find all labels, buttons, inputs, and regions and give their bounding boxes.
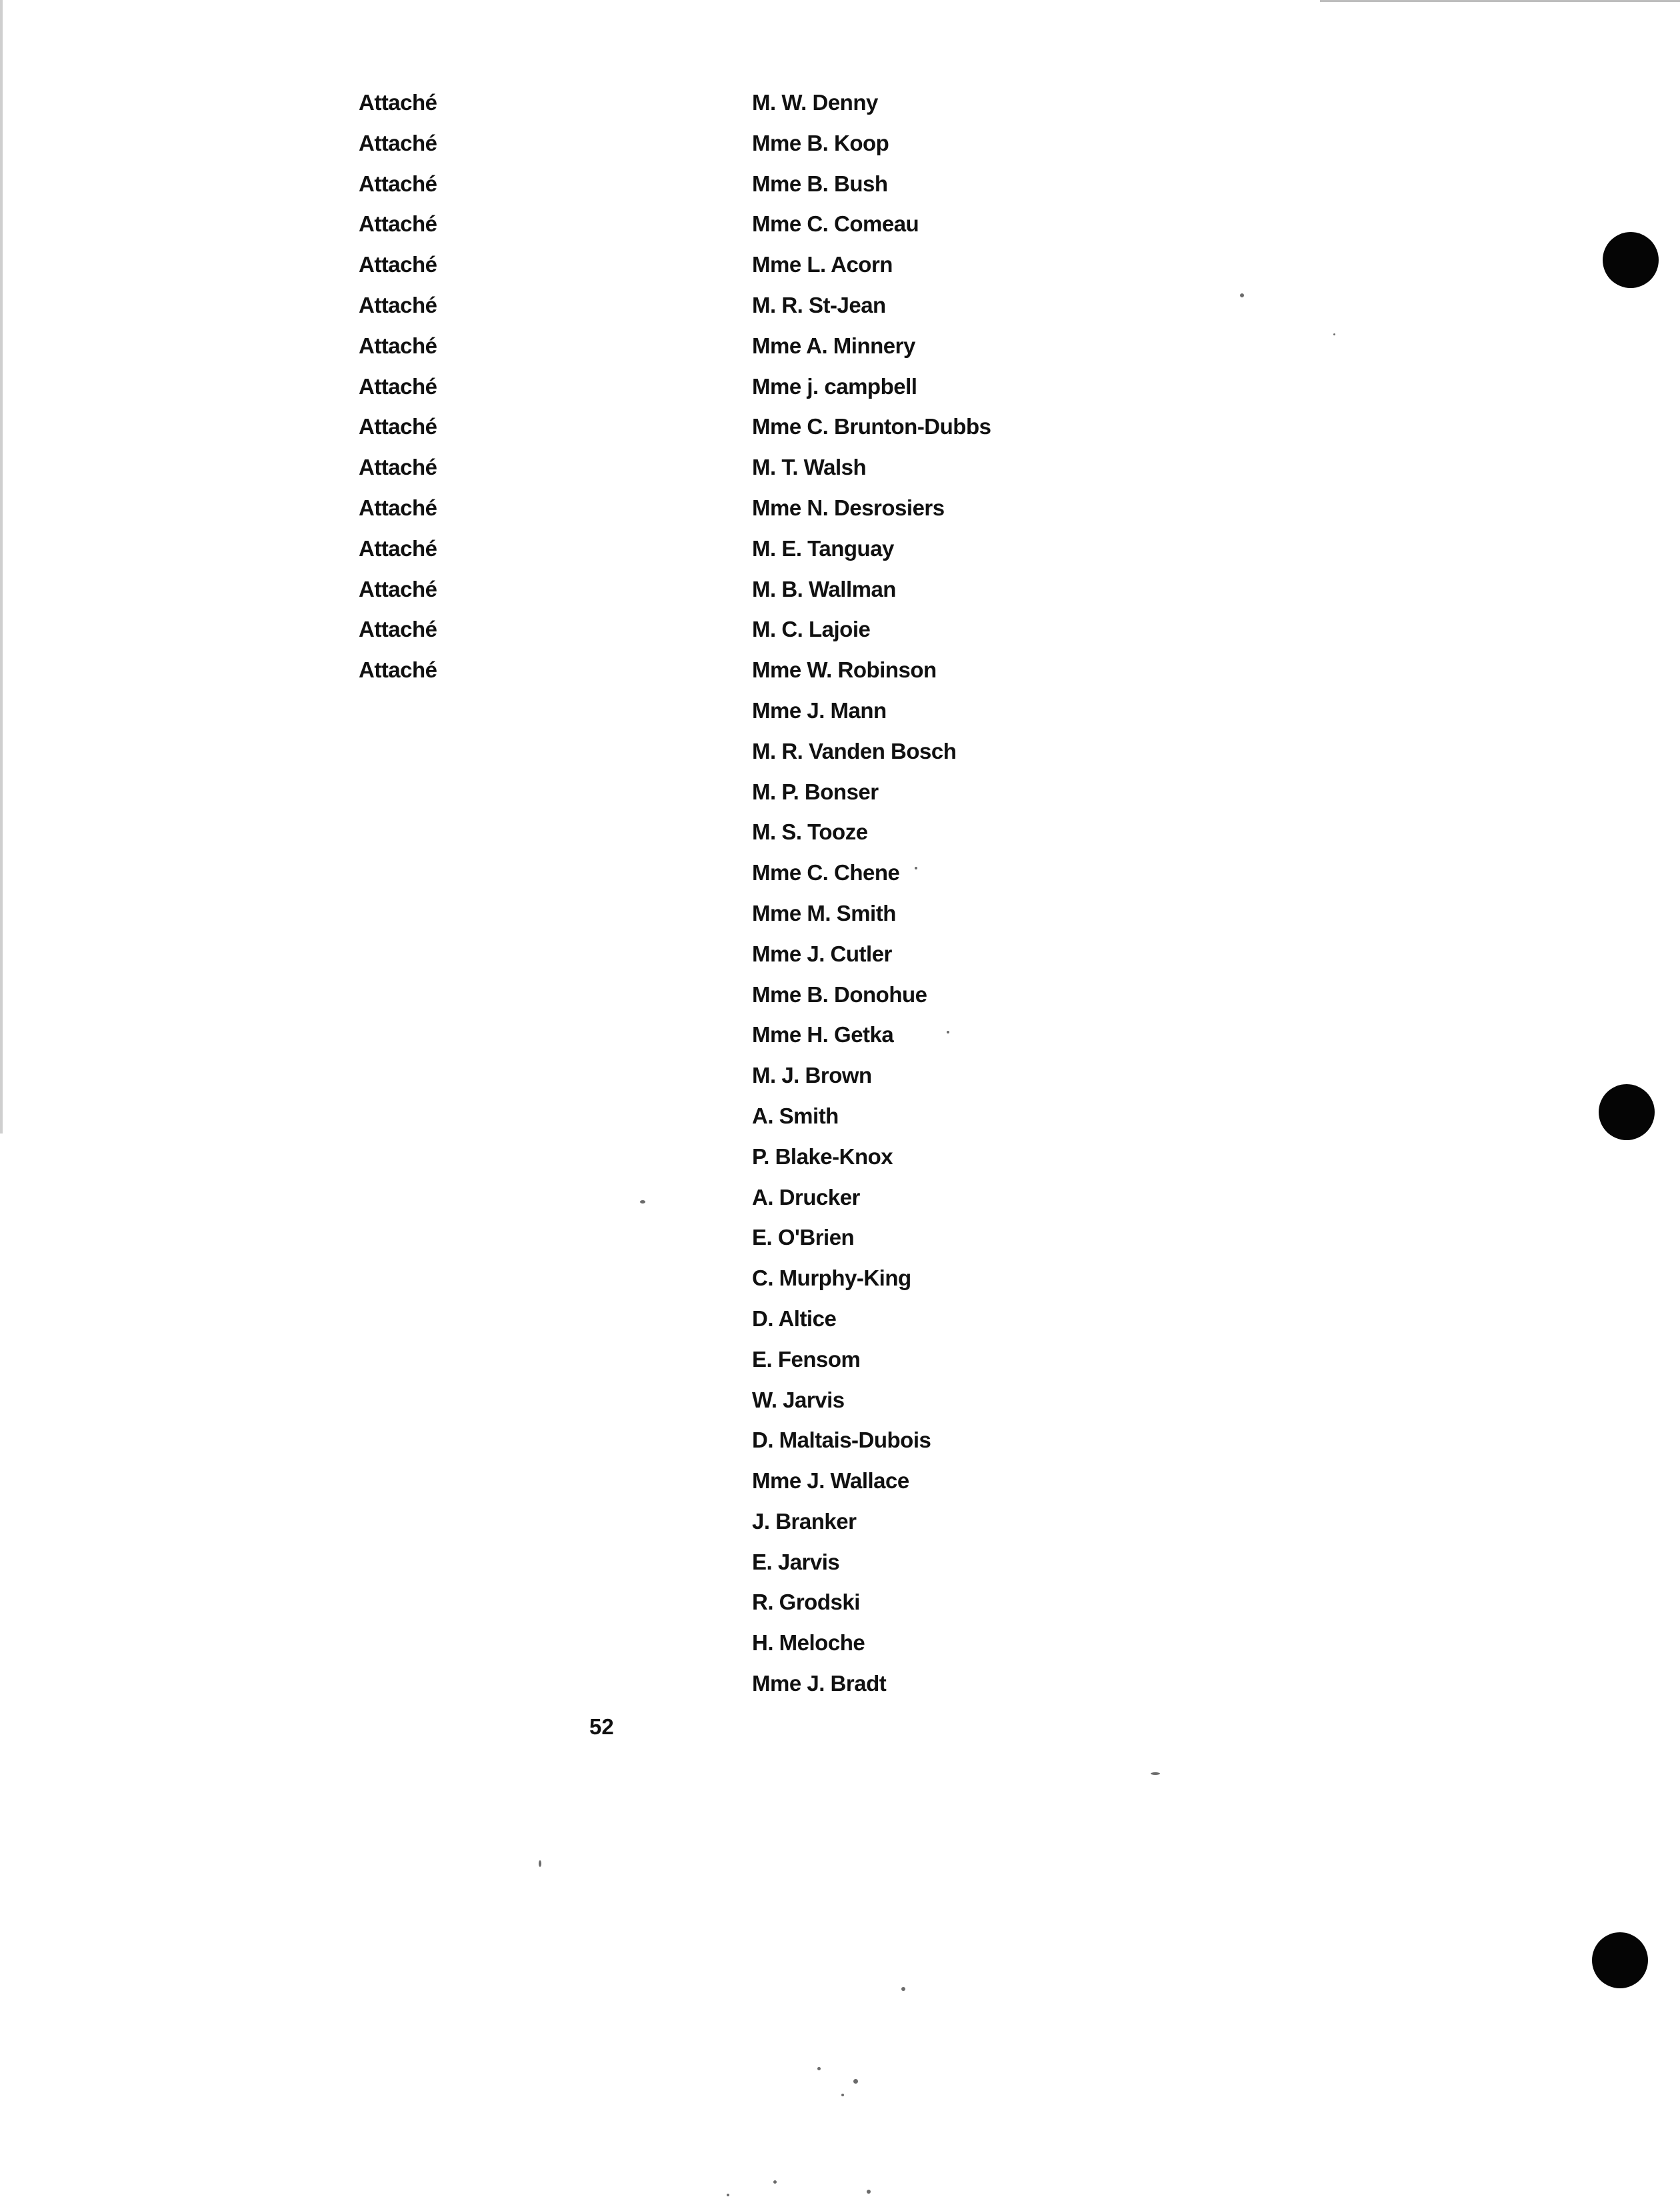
name-entry: Mme C. Comeau <box>752 211 919 237</box>
name-entry: Mme B. Donohue <box>752 981 927 1007</box>
scan-speckle <box>1333 333 1335 335</box>
name-entry: Mme J. Mann <box>752 697 887 723</box>
name-entry: Mme B. Koop <box>752 130 889 155</box>
name-entry: M. T. Walsh <box>752 455 867 480</box>
name-entry: A. Smith <box>752 1103 839 1128</box>
title-entry: Attaché <box>359 414 437 439</box>
scan-top-edge-mark <box>1320 0 1680 2</box>
name-entry: W. Jarvis <box>752 1387 845 1412</box>
title-entry: Attaché <box>359 292 437 317</box>
scan-speckle <box>1151 1772 1160 1775</box>
title-entry: Attaché <box>359 535 437 561</box>
name-entry: D. Maltais-Dubois <box>752 1428 931 1453</box>
scan-speckle <box>901 1987 905 1991</box>
punch-hole-middle <box>1599 1084 1655 1140</box>
name-entry: Mme C. Chene <box>752 860 900 885</box>
scan-speckle <box>841 2094 844 2096</box>
name-entry: M. R. St-Jean <box>752 292 886 317</box>
name-entry: C. Murphy-King <box>752 1266 911 1291</box>
name-entry: E. Fensom <box>752 1346 861 1372</box>
title-entry: Attaché <box>359 455 437 480</box>
name-entry: Mme j. campbell <box>752 373 917 399</box>
name-entry: M. W. Denny <box>752 90 878 115</box>
scan-speckle <box>947 1031 949 1033</box>
name-entry: A. Drucker <box>752 1184 860 1210</box>
name-entry: Mme J. Wallace <box>752 1468 909 1494</box>
name-entry: M. E. Tanguay <box>752 535 894 561</box>
title-column <box>359 88 559 696</box>
scan-speckle <box>539 1860 541 1867</box>
scan-speckle <box>915 867 917 869</box>
name-entry: Mme M. Smith <box>752 900 896 925</box>
name-entry: Mme J. Bradt <box>752 1671 887 1696</box>
title-entry: Attaché <box>359 373 437 399</box>
name-entry: M. J. Brown <box>752 1063 872 1088</box>
name-entry: Mme J. Cutler <box>752 941 892 966</box>
name-entry: E. Jarvis <box>752 1549 840 1574</box>
name-entry: E. O'Brien <box>752 1225 855 1250</box>
name-entry: Mme C. Brunton-Dubbs <box>752 414 991 439</box>
scan-edge-line <box>0 0 3 1134</box>
title-entry: Attaché <box>359 171 437 196</box>
name-entry: R. Grodski <box>752 1590 860 1615</box>
scan-speckle <box>727 2194 729 2196</box>
title-entry: Attaché <box>359 90 437 115</box>
name-entry: P. Blake-Knox <box>752 1144 893 1169</box>
name-entry: M. P. Bonser <box>752 779 879 804</box>
name-column <box>752 88 1219 1710</box>
title-entry: Attaché <box>359 211 437 237</box>
name-entry: M. S. Tooze <box>752 819 868 845</box>
name-entry: Mme N. Desrosiers <box>752 495 945 520</box>
scan-speckle <box>1240 293 1244 297</box>
name-entry: M. C. Lajoie <box>752 617 871 642</box>
scan-speckle <box>640 1200 645 1204</box>
name-entry: D. Altice <box>752 1306 837 1331</box>
punch-hole-top <box>1603 232 1659 288</box>
name-entry: Mme W. Robinson <box>752 657 937 683</box>
scan-speckle <box>817 2067 821 2070</box>
title-entry: Attaché <box>359 576 437 601</box>
name-entry: Mme B. Bush <box>752 171 888 196</box>
title-entry: Attaché <box>359 130 437 155</box>
title-entry: Attaché <box>359 333 437 358</box>
name-entry: Mme A. Minnery <box>752 333 915 358</box>
name-entry: M. B. Wallman <box>752 576 896 601</box>
punch-hole-bottom <box>1592 1932 1648 1988</box>
name-entry: H. Meloche <box>752 1630 865 1656</box>
name-entry: M. R. Vanden Bosch <box>752 738 957 763</box>
name-entry: Mme H. Getka <box>752 1022 894 1047</box>
title-entry: Attaché <box>359 617 437 642</box>
page-number: 52 <box>589 1714 614 1739</box>
scan-speckle <box>853 2079 858 2084</box>
title-entry: Attaché <box>359 495 437 520</box>
name-entry: Mme L. Acorn <box>752 252 893 277</box>
scan-speckle <box>867 2190 871 2194</box>
scan-speckle <box>773 2180 777 2184</box>
title-entry: Attaché <box>359 657 437 683</box>
name-entry: J. Branker <box>752 1508 857 1534</box>
title-entry: Attaché <box>359 252 437 277</box>
